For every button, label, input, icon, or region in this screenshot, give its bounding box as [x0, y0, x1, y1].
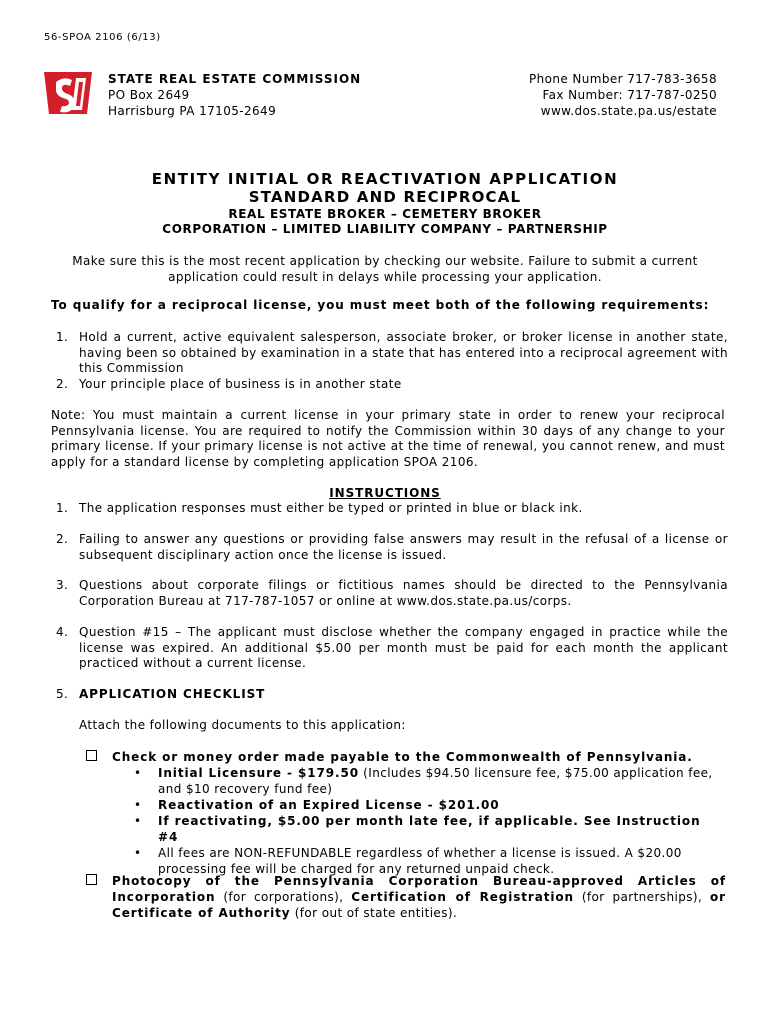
- reciprocal-heading: To qualify for a reciprocal license, you must meet both of the following requirements:: [51, 298, 710, 312]
- entity-types: CORPORATION – LIMITED LIABILITY COMPANY – PARTNERSHIP: [162, 222, 608, 236]
- initial-fee: Initial Licensure - $179.50: [158, 766, 359, 780]
- page-title: ENTITY INITIAL OR REACTIVATION APPLICATION: [151, 170, 619, 188]
- attach-instructions: Attach the following documents to this application:: [79, 718, 406, 732]
- contact-info: [529, 71, 717, 119]
- po-box: PO Box 2649: [108, 88, 190, 102]
- pa-keystone-logo: [42, 70, 94, 116]
- list-item: [132, 813, 722, 845]
- item-text: The application responses must either be typed or printed in blue or black ink.: [79, 501, 583, 515]
- late-fee: If reactivating, $5.00 per month late fee, if applicable. See Instruction #4: [158, 814, 701, 844]
- note-paragraph: Note: You must maintain a current license in your primary state in order to renew your reciprocal Pennsylvania license. You are required to notify the Commission within 30 days of any change to your primary license. If your primary license is not active at the time of renewal, you cannot renew, and must apply for a standard license by completing application SPOA 2106.: [51, 408, 725, 469]
- instruction-item-1: [56, 501, 728, 517]
- item-text: Questions about corporate filings or fictitious names should be directed to the Pennsylvania Corporation Bureau at 717-787-1057 or online at www.dos.state.pa.us/corps.: [79, 578, 728, 608]
- checklist-item-payment: [86, 749, 726, 765]
- recent-application-notice: [40, 253, 730, 285]
- license-types: REAL ESTATE BROKER – CEMETERY BROKER: [228, 207, 542, 221]
- commission-name: STATE REAL ESTATE COMMISSION: [108, 72, 362, 86]
- instruction-item-5: [56, 687, 728, 703]
- city-state-zip: Harrisburg PA 17105-2649: [108, 104, 277, 118]
- item-number: 5.: [56, 687, 69, 701]
- website-link[interactable]: www.dos.state.pa.us/estate: [540, 104, 717, 118]
- commission-address: [108, 71, 361, 119]
- item-number: 2.: [56, 532, 69, 546]
- fax-number: Fax Number: 717-787-0250: [542, 88, 717, 102]
- notice-line-2: application could result in delays while processing your application.: [168, 270, 602, 284]
- partnerships-text: (for partnerships),: [573, 890, 711, 904]
- list-item: [132, 797, 722, 813]
- item-number: 3.: [56, 578, 69, 592]
- instruction-item-4: [56, 625, 728, 672]
- item-text: Hold a current, active equivalent salesperson, associate broker, or broker license in another state, having been so obtained by examination in a state that has entered into a reciprocal agreement with this Commission: [79, 330, 728, 375]
- checklist-heading: APPLICATION CHECKLIST: [79, 687, 266, 701]
- form-code: 56-SPOA 2106 (6/13): [44, 32, 161, 43]
- item-text: Failing to answer any questions or providing false answers may result in the refusal of a license or subsequent disciplinary action once the license is issued.: [79, 532, 728, 562]
- phone-number: Phone Number 717-783-3658: [528, 72, 717, 86]
- reactivation-fee: Reactivation of an Expired License - $201.00: [158, 798, 500, 812]
- checkbox[interactable]: [86, 750, 97, 761]
- instruction-item-3: [56, 578, 728, 609]
- articles-text: Photocopy of the Pennsylvania Corporation Bureau-approved Articles of Incorporation: [112, 874, 726, 904]
- item-number: 1.: [56, 501, 69, 515]
- bullet-icon: •: [134, 766, 142, 780]
- checklist-item-photocopy: [86, 873, 726, 921]
- checklist-text: [86, 873, 726, 921]
- list-item: [56, 330, 728, 377]
- instructions-heading: INSTRUCTIONS: [329, 486, 441, 500]
- page-subtitle: STANDARD AND RECIPROCAL: [248, 188, 522, 206]
- item-number: 2.: [56, 376, 69, 391]
- corporations-text: (for corporations),: [215, 890, 352, 904]
- bullet-icon: •: [134, 814, 142, 828]
- item-text: Question #15 – The applicant must disclose whether the company engaged in practice while the license was expired. An additional $5.00 per month must be paid for each month the applicant practiced without a current license.: [79, 625, 728, 670]
- reciprocal-requirements-list: [56, 330, 728, 392]
- item-number: 1.: [56, 330, 69, 344]
- certification-text: Certification of Registration: [351, 890, 574, 904]
- list-item: [56, 377, 728, 393]
- initial-fee-detail: (Includes $94.50 licensure fee, $75.00 application fee, and $10 recovery fund fee): [158, 766, 713, 796]
- fee-list: [132, 765, 722, 877]
- authority-text: or Certificate of Authority: [112, 890, 726, 920]
- nonrefundable-notice: All fees are NON-REFUNDABLE regardless of whether a license is issued. A $20.00 processing fee will be charged for any returned unpaid check.: [158, 846, 682, 876]
- checkbox[interactable]: [86, 874, 97, 885]
- out-of-state-text: (for out of state entities).: [290, 906, 458, 920]
- checklist-text: Check or money order made payable to the Commonwealth of Pennsylvania.: [112, 750, 693, 764]
- bullet-icon: •: [134, 798, 142, 812]
- list-item: [132, 765, 722, 797]
- instruction-item-2: [56, 532, 728, 563]
- notice-line-1: Make sure this is the most recent application by checking our website. Failure to submit a current: [72, 254, 698, 268]
- bullet-icon: •: [134, 846, 142, 860]
- item-text: Your principle place of business is in another state: [79, 376, 402, 391]
- item-number: 4.: [56, 625, 69, 639]
